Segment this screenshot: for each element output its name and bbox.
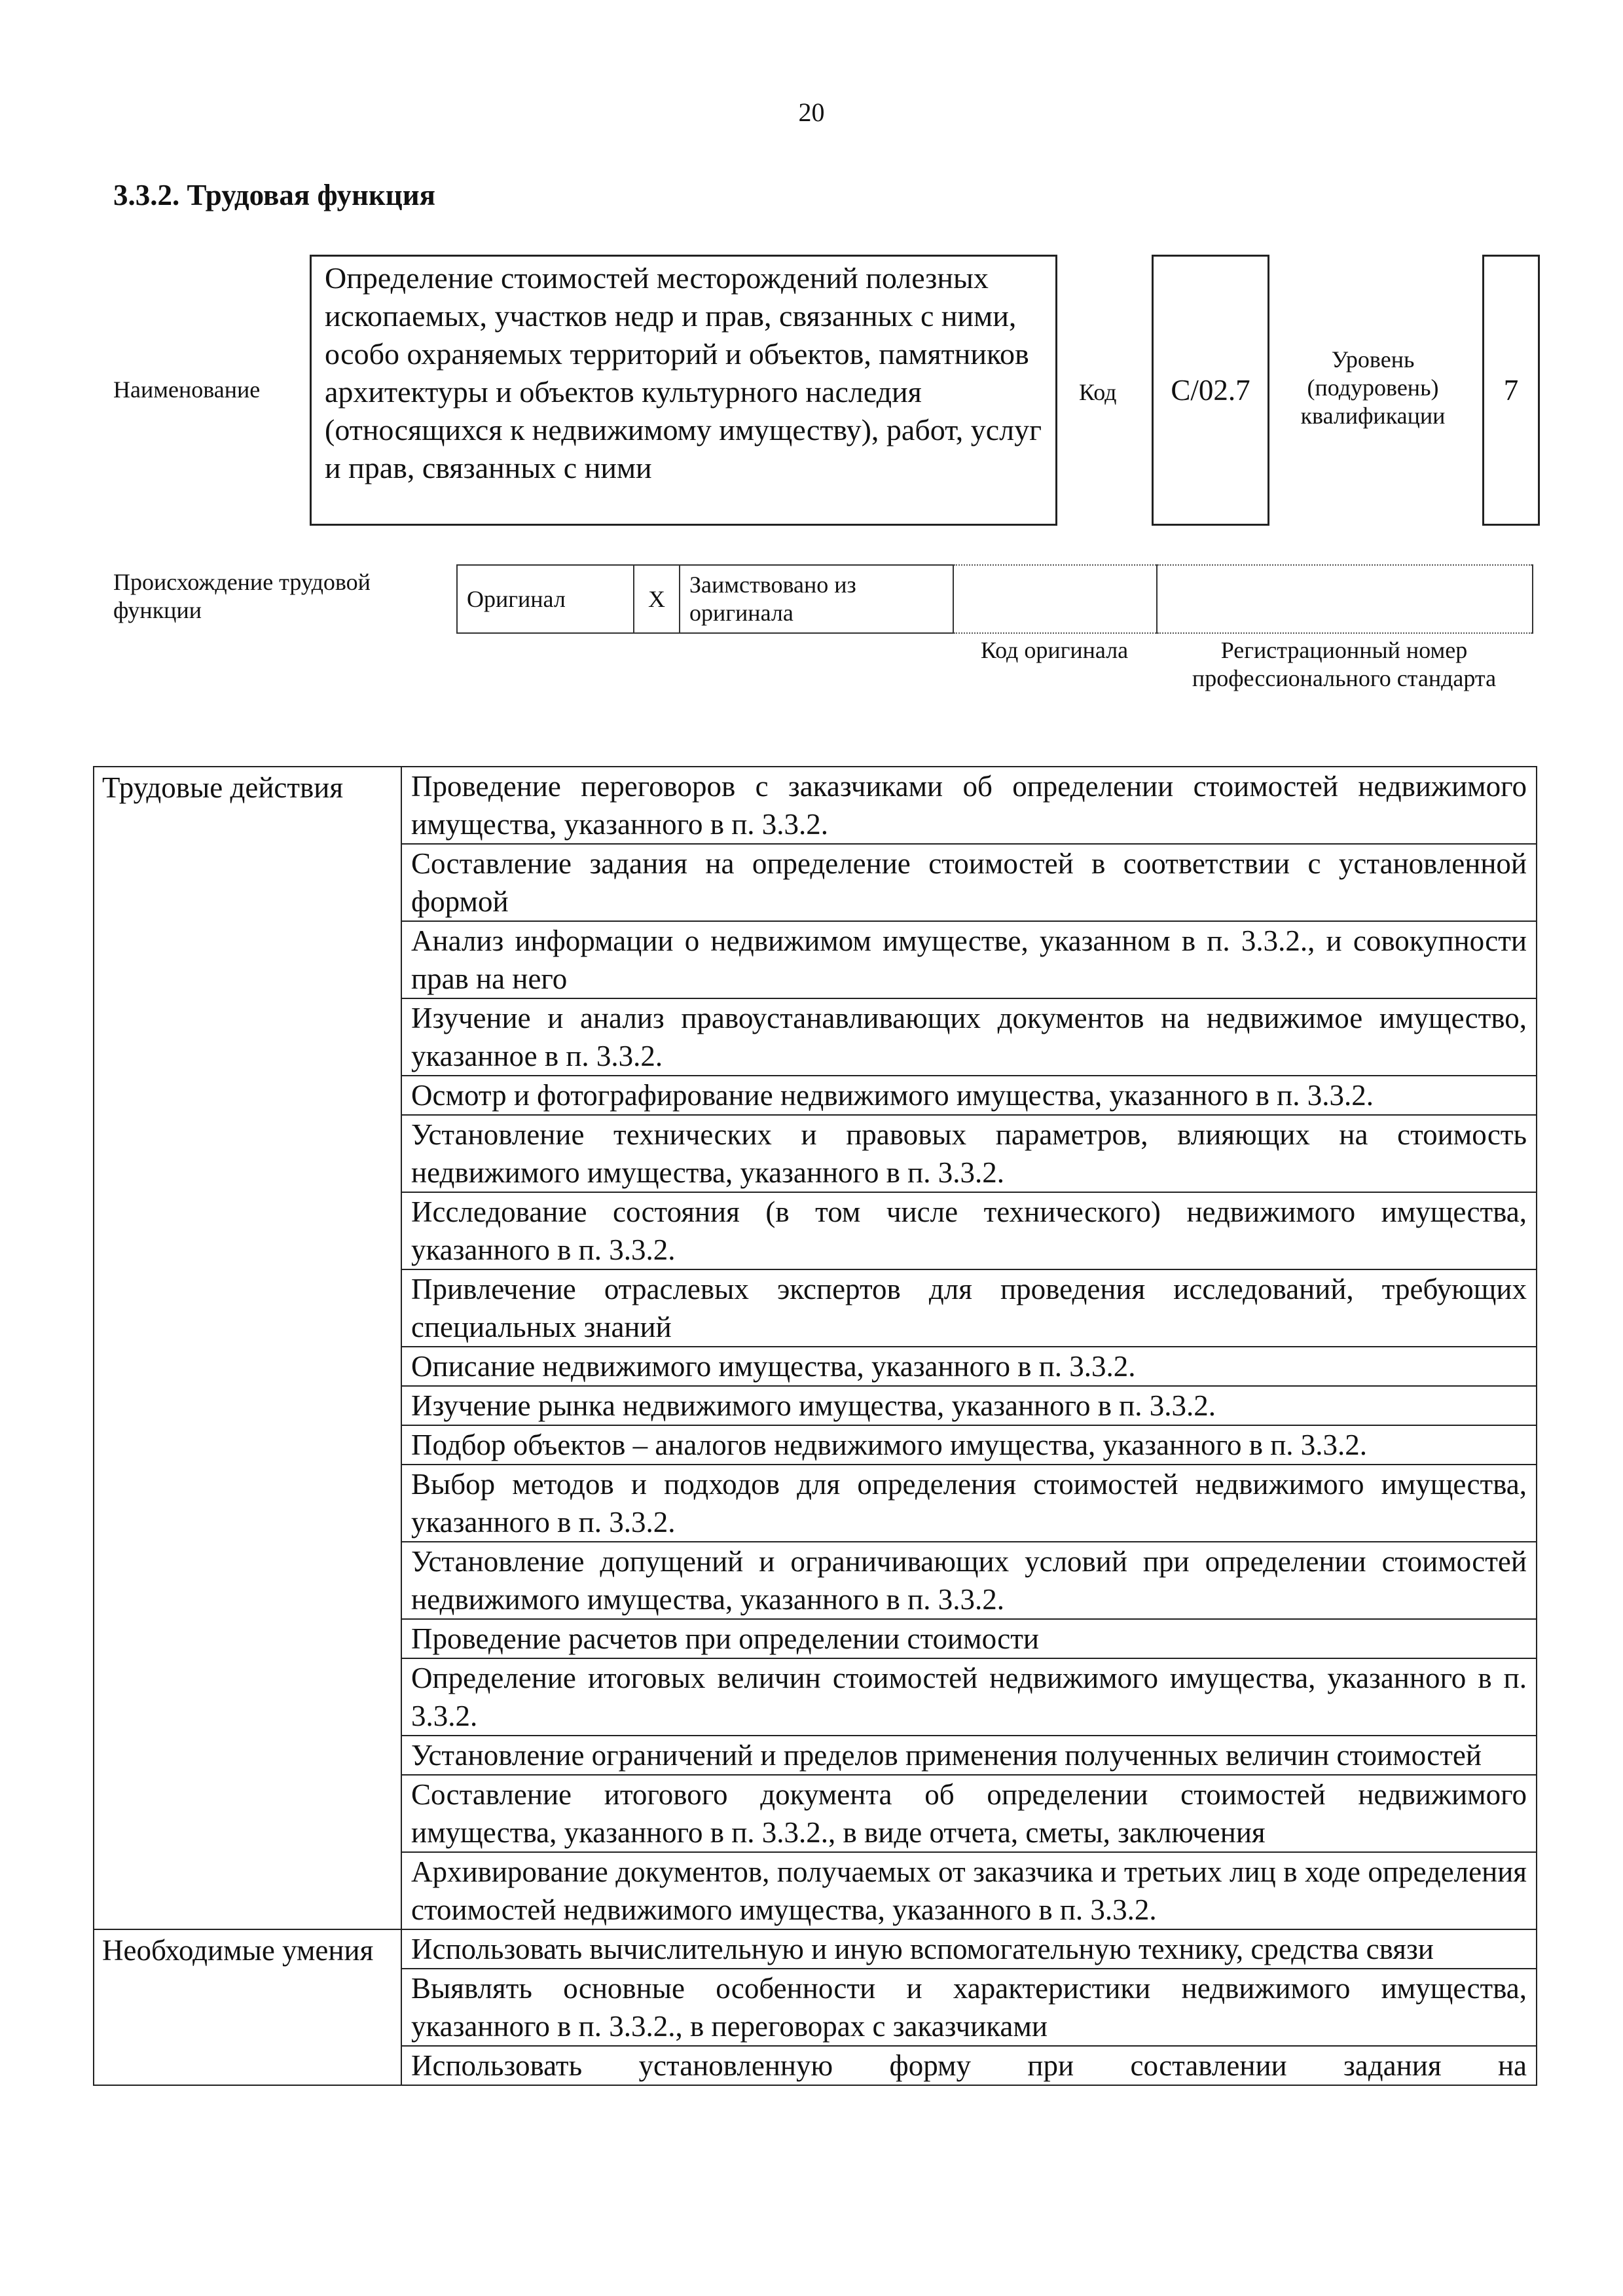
labor-action-item: Описание недвижимого имущества, указанного в п. 3.3.2. — [401, 1347, 1537, 1386]
page-number: 20 — [798, 98, 825, 127]
origin-reg-number-cell — [1157, 565, 1533, 633]
skill-item: Выявлять основные особенности и характеристики недвижимого имущества, указанного в п. 3.3.2., в переговорах с заказчиками — [401, 1969, 1537, 2046]
section-title: 3.3.2. Трудовая функция — [113, 179, 436, 211]
labor-function-table — [93, 766, 1537, 2086]
qualification-level-label: Уровень (подуровень) квалификации — [1300, 346, 1446, 429]
qualification-level-value: 7 — [1503, 374, 1519, 407]
code-value-box — [1152, 255, 1269, 526]
labor-action-item: Составление итогового документа об определении стоимостей недвижимого имущества, указанного в п. 3.3.2., в виде отчета, сметы, заключения — [401, 1775, 1537, 1852]
skills-label: Необходимые умения — [94, 1929, 401, 2085]
labor-action-item: Осмотр и фотографирование недвижимого имущества, указанного в п. 3.3.2. — [401, 1076, 1537, 1115]
labor-action-item: Проведение переговоров с заказчиками об определении стоимостей недвижимого имущества, указанного в п. 3.3.2. — [401, 767, 1537, 844]
labor-action-item: Определение итоговых величин стоимостей недвижимого имущества, указанного в п. 3.3.2. — [401, 1658, 1537, 1736]
origin-original-mark: X — [634, 565, 680, 633]
origin-table — [456, 564, 1533, 634]
labor-action-item: Архивирование документов, получаемых от заказчика и третьих лиц в ходе определения стоимостей недвижимого имущества, указанного в п. 3.3.2. — [401, 1852, 1537, 1929]
skill-item: Использовать вычислительную и иную вспомогательную технику, средства связи — [401, 1929, 1537, 1969]
origin-original-cell — [457, 565, 634, 633]
labor-action-item: Привлечение отраслевых экспертов для проведения исследований, требующих специальных знаний — [401, 1269, 1537, 1347]
table-row — [94, 767, 1537, 844]
labor-action-item: Составление задания на определение стоимостей в соответствии с установленной формой — [401, 844, 1537, 921]
labor-action-item: Изучение и анализ правоустанавливающих документов на недвижимое имущество, указанное в п. 3.3.2. — [401, 998, 1537, 1076]
function-name-box — [310, 255, 1057, 526]
origin-borrowed-cell — [680, 565, 953, 633]
code-original-caption: Код оригинала — [980, 637, 1129, 663]
origin-code-cell — [953, 565, 1157, 633]
labor-action-item: Анализ информации о недвижимом имуществе, указанном в п. 3.3.2., и совокупности прав на него — [401, 921, 1537, 998]
labor-action-item: Подбор объектов – аналогов недвижимого имущества, указанного в п. 3.3.2. — [401, 1425, 1537, 1465]
labor-action-item: Выбор методов и подходов для определения стоимостей недвижимого имущества, указанного в п. 3.3.2. — [401, 1465, 1537, 1542]
origin-label: Происхождение трудовой функции — [113, 569, 371, 623]
skill-item: Использовать установленную форму при составлении задания на — [401, 2046, 1537, 2085]
labor-action-item: Проведение расчетов при определении стоимости — [401, 1619, 1537, 1658]
code-label: Код — [1079, 379, 1117, 405]
reg-number-caption: Регистрационный номер профессионального стандарта — [1192, 637, 1497, 691]
labor-actions-label: Трудовые действия — [94, 767, 401, 1929]
labor-action-item: Установление технических и правовых параметров, влияющих на стоимость недвижимого имущества, указанного в п. 3.3.2. — [401, 1115, 1537, 1192]
name-label: Наименование — [113, 376, 261, 403]
origin-borrowed-label: Заимствовано из оригинала — [689, 572, 856, 626]
function-name-text: Определение стоимостей месторождений полезных ископаемых, участков недр и прав, связанных с ними, особо охраняемых территорий и объектов, памятников архитектуры и объектов культурного наследия (относящихся к недвижимому имуществу), работ, услуг и прав, связанных с ними — [325, 261, 1042, 484]
table-row — [94, 1929, 1537, 1969]
labor-action-item: Исследование состояния (в том числе технического) недвижимого имущества, указанного в п. 3.3.2. — [401, 1192, 1537, 1269]
labor-action-item: Установление допущений и ограничивающих условий при определении стоимостей недвижимого имущества, указанного в п. 3.3.2. — [401, 1542, 1537, 1619]
labor-action-item: Изучение рынка недвижимого имущества, указанного в п. 3.3.2. — [401, 1386, 1537, 1425]
origin-original-label: Оригинал — [467, 585, 566, 612]
labor-action-item: Установление ограничений и пределов применения полученных величин стоимостей — [401, 1736, 1537, 1775]
code-value: С/02.7 — [1171, 374, 1250, 407]
qualification-level-box — [1482, 255, 1540, 526]
